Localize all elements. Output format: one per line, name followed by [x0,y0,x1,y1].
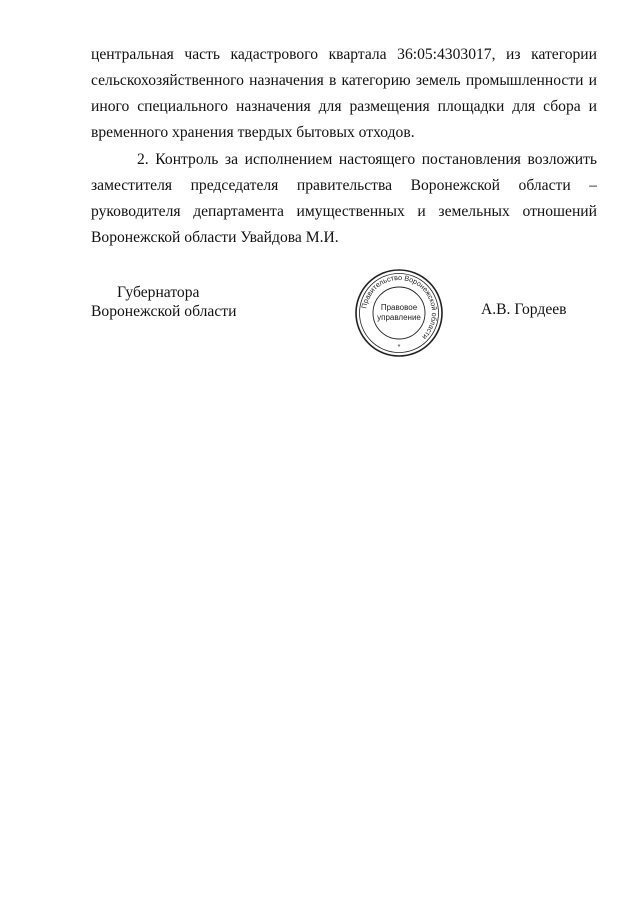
text-line: временного хранения твердых бытовых отходов. [91,124,415,141]
text-line: руководителя департамента имущественных и земельных отношений [91,203,597,220]
text-line: центральная часть кадастрового квартала 36:05:4303017, из категории [91,46,597,63]
seal-center-text: Правовое [380,303,418,312]
signatory-title-line: Губернатора [117,284,200,301]
text-line: сельскохозяйственного назначения в категорию земель промышленности и [91,72,597,89]
text-line: Воронежской области Увайдова М.И. [91,229,339,246]
paragraph-control-clause [91,147,597,251]
text-line: заместителя председателя правительства Воронежской области – [91,177,597,194]
official-seal-stamp [354,268,444,358]
seal-ring-textpath: Правительство Воронежской области [359,272,440,342]
seal-center-text: управление [377,313,421,322]
signatory-title-line: Воронежской области [91,303,237,320]
signatory-name: А.В. Гордеев [481,301,567,318]
text-line: иного специального назначения для размещения площадки для сбора и [91,98,597,115]
signatory-title [91,283,236,321]
seal-star-icon: * [397,344,401,351]
text-line: 2. Контроль за исполнением настоящего постановления возложить [137,151,597,168]
paragraph-land-category [91,42,597,146]
